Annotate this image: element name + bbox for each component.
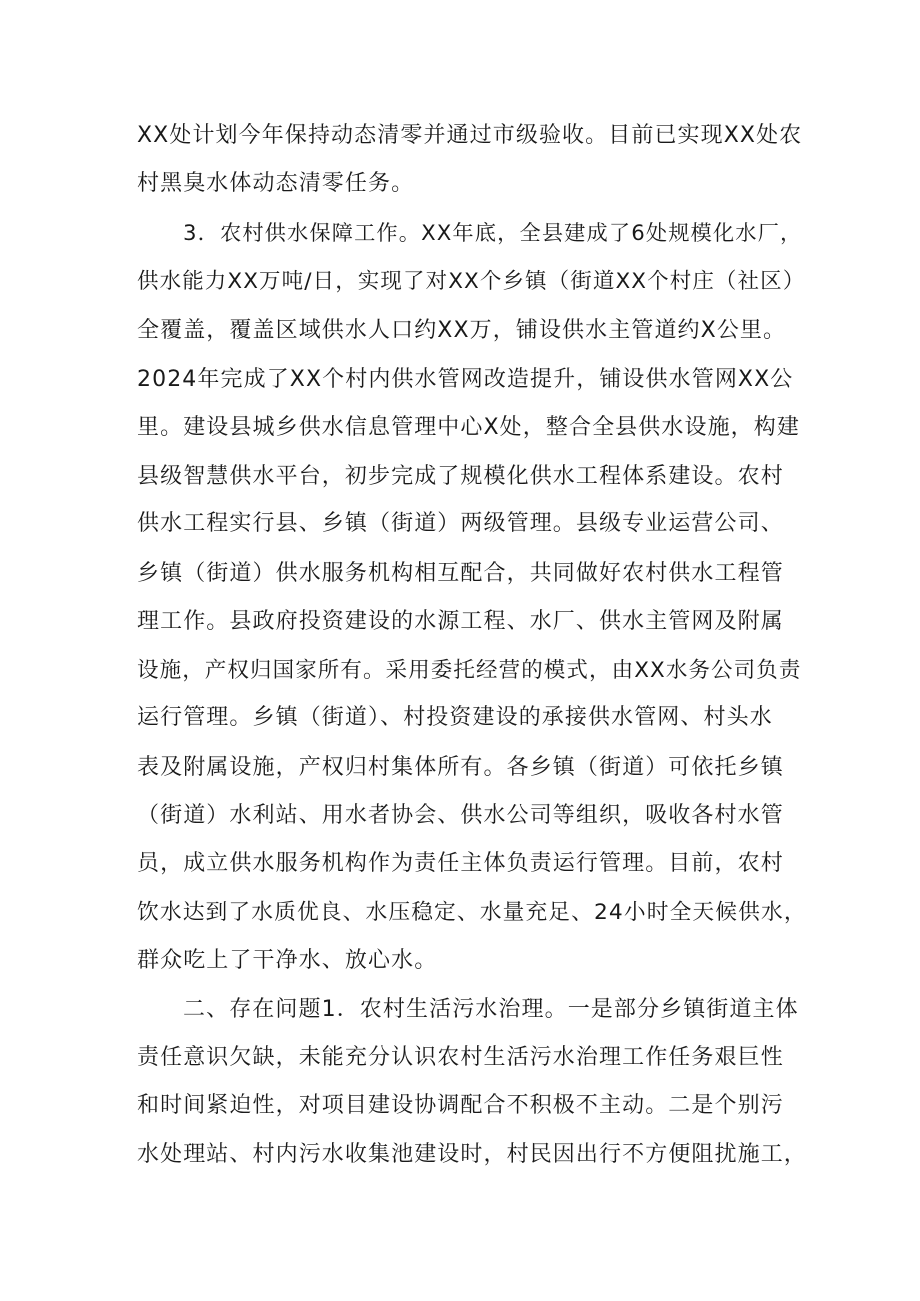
text-line: 3．农村供水保障工作。XX年底，全县建成了6处规模化水厂， bbox=[183, 221, 803, 246]
text-line: 员，成立供水服务机构作为责任主体负责运行管理。目前，农村 bbox=[137, 851, 784, 876]
text-line: 乡镇（街道）供水服务机构相互配合，共同做好农村供水工程管 bbox=[137, 561, 784, 586]
text-line: XX处计划今年保持动态清零并通过市级验收。目前已实现XX处农 bbox=[137, 123, 803, 148]
text-line: 二、存在问题1．农村生活污水治理。一是部分乡镇街道主体 bbox=[183, 997, 799, 1022]
text-line: 县级智慧供水平台，初步完成了规模化供水工程体系建设。农村 bbox=[137, 464, 784, 489]
text-line: 水处理站、村内污水收集池建设时，村民因出行不方便阻扰施工， bbox=[137, 1142, 807, 1167]
text-line: 和时间紧迫性，对项目建设协调配合不积极不主动。二是个别污 bbox=[137, 1093, 784, 1118]
text-line: 2024年完成了XX个村内供水管网改造提升，铺设供水管网XX公 bbox=[137, 367, 794, 392]
text-line: 里。建设县城乡供水信息管理中心X处，整合全县供水设施，构建 bbox=[137, 415, 800, 440]
text-line: 运行管理。乡镇（街道）、村投资建设的承接供水管网、村头水 bbox=[137, 705, 773, 730]
text-line: 供水能力XX万吨/日，实现了对XX个乡镇（街道XX个村庄（社区） bbox=[137, 269, 806, 294]
text-line: 表及附属设施，产权归村集体所有。各乡镇（街道）可依托乡镇 bbox=[137, 755, 784, 780]
text-line: （街道）水利站、用水者协会、供水公司等组织，吸收各村水管 bbox=[137, 803, 784, 828]
text-line: 村黑臭水体动态清零任务。 bbox=[137, 171, 415, 196]
text-line: 责任意识欠缺，未能充分认识农村生活污水治理工作任务艰巨性 bbox=[137, 1045, 784, 1070]
text-line: 设施，产权归国家所有。采用委托经营的模式，由XX水务公司负责 bbox=[137, 658, 802, 683]
text-line: 供水工程实行县、乡镇（街道）两级管理。县级专业运营公司、 bbox=[137, 511, 784, 536]
text-line: 饮水达到了水质优良、水压稳定、水量充足、24小时全天候供水， bbox=[137, 900, 807, 925]
text-line: 群众吃上了干净水、放心水。 bbox=[137, 948, 438, 973]
text-line: 全覆盖，覆盖区域供水人口约XX万，铺设供水主管道约X公里。 bbox=[137, 318, 787, 343]
text-line: 理工作。县政府投资建设的水源工程、水厂、供水主管网及附属 bbox=[137, 609, 784, 634]
